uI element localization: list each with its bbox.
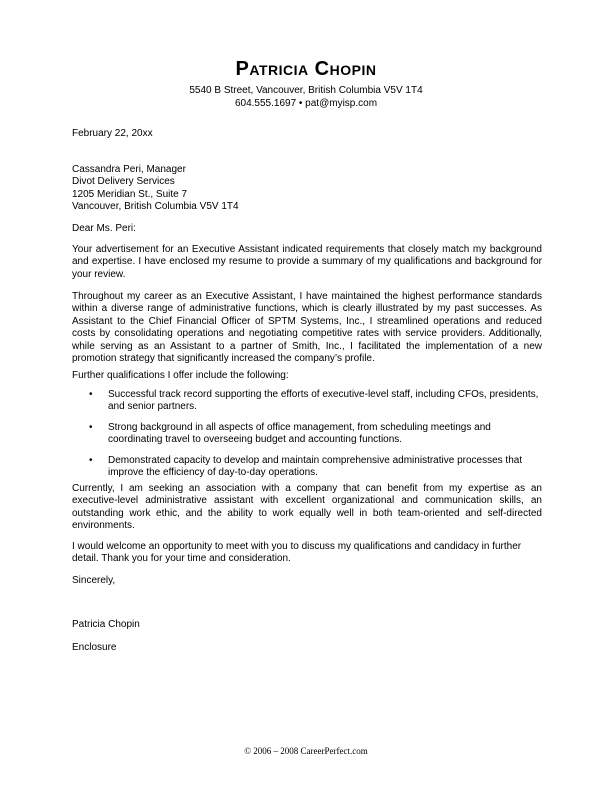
qualification-text: Demonstrated capacity to develop and maintain comprehensive administrative processes that improve the efficiency of day-to-day operations.: [108, 454, 523, 479]
copyright-footer: © 2006 – 2008 CareerPerfect.com: [244, 746, 368, 756]
bullet-icon: •: [89, 454, 93, 466]
recipient-street: 1205 Meridian St., Suite 7: [72, 188, 188, 200]
recipient-name: Cassandra Peri, Manager: [72, 164, 186, 175]
salutation: Dear Ms. Peri:: [72, 223, 136, 234]
recipient-city: Vancouver, British Columbia V5V 1T4: [72, 201, 239, 213]
list-item: [72, 455, 542, 480]
sender-phone-email: 604.555.1697 • pat@myisp.com: [234, 98, 378, 109]
enclosure-note: Enclosure: [72, 642, 117, 653]
list-item: [72, 422, 542, 447]
recipient-company: Divot Delivery Services: [72, 176, 175, 188]
qualification-text: Strong background in all aspects of office management, from scheduling meetings and coordinating travel to overseeing budget and accounting functions.: [108, 421, 491, 446]
list-item: [72, 389, 542, 414]
paragraph-intro: Your advertisement for an Executive Assistant indicated requirements that closely match my background and expertise. I have enclosed my resume to provide a summary of my qualifications and background for your review.: [72, 244, 542, 280]
sender-name: Patricia Chopin: [235, 58, 377, 80]
signer-name: Patricia Chopin: [72, 619, 140, 630]
paragraph-seeking: Currently, I am seeking an association with a company that can benefit from my expertise as an executive-level administrative assistant with excellent organizational and communication skills, an outstanding work ethic, and the ability to work equally well in both team-oriented and self-directed environments.: [72, 483, 542, 532]
bullet-icon: •: [89, 389, 93, 400]
bullet-icon: •: [89, 421, 93, 433]
valediction: Sincerely,: [72, 575, 116, 586]
paragraph-qualifications-intro: Further qualifications I offer include the following:: [72, 370, 289, 381]
sender-address: 5540 B Street, Vancouver, British Columbia V5V 1T4: [189, 85, 423, 96]
paragraph-closing: I would welcome an opportunity to meet with you to discuss my qualifications and candidacy in further detail. Thank you for your time and consideration.: [72, 541, 522, 565]
qualification-text: Successful track record supporting the efforts of executive-level staff, including CFOs, presidents, and senior partners.: [108, 389, 539, 413]
paragraph-experience: Throughout my career as an Executive Assistant, I have maintained the highest performance standards within a diverse range of administrative functions, which is clearly illustrated by my past successes. As Assistant to the Chief Financial Officer of SPTM Systems, Inc., I streamlined operations and reduced costs by consolidating operations and negotiating competitive rates with service providers. Additionally, while serving as an Assistant to a partner of Smith, Inc., I facilitated the implementation of a new promotion strategy that significantly increased the company’s profile.: [72, 291, 542, 365]
qualifications-list: [72, 389, 542, 487]
recipient-block: [72, 164, 542, 214]
letter-date: February 22, 20xx: [72, 128, 153, 139]
